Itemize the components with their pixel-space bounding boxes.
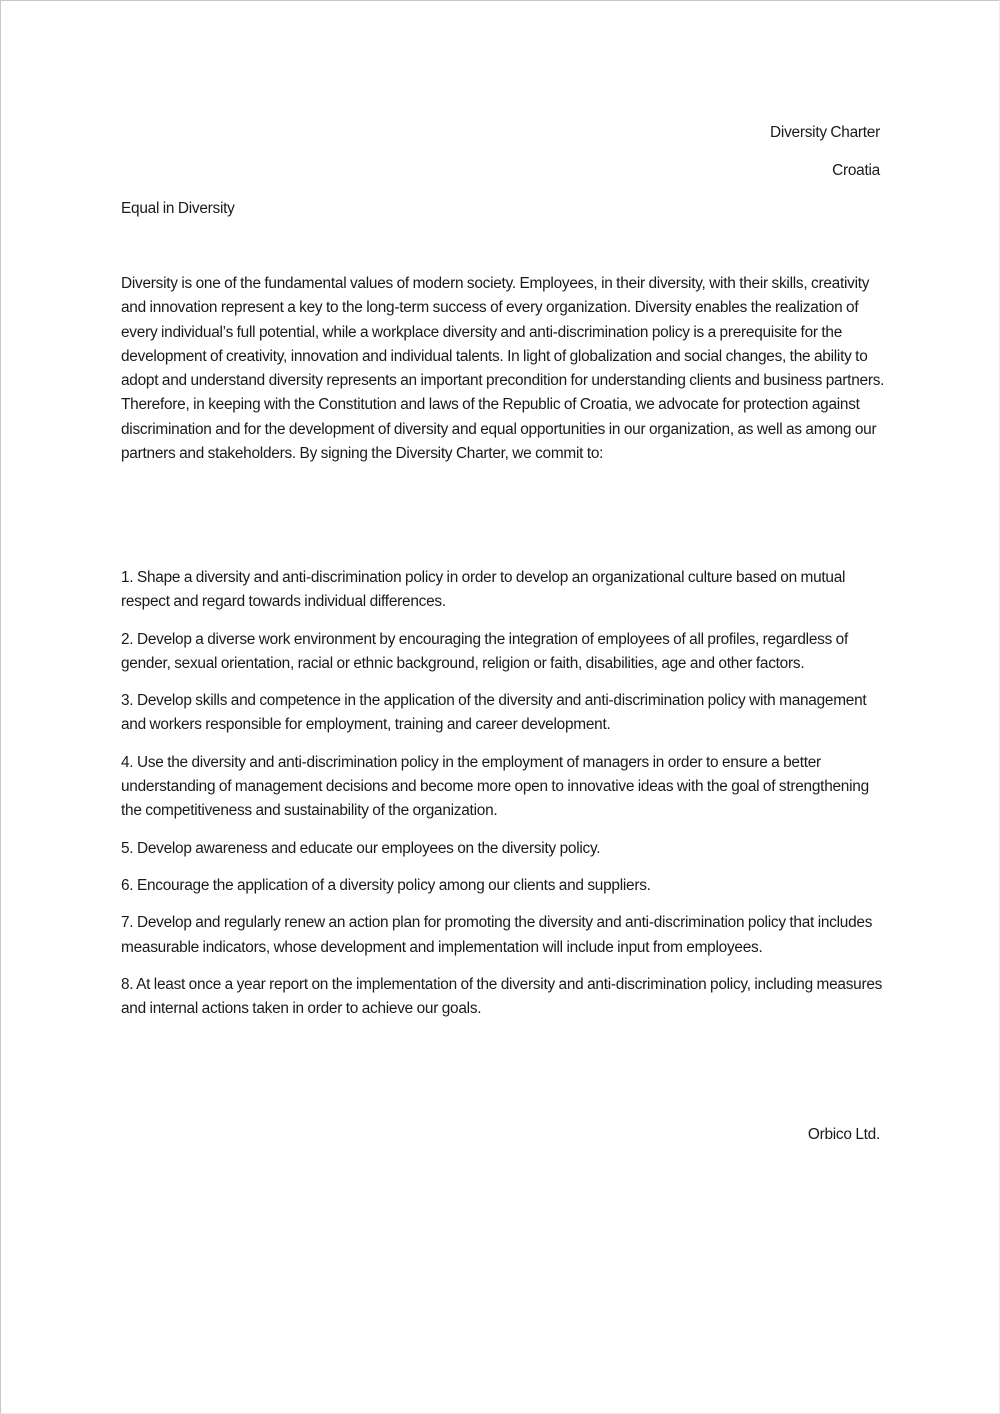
signatory: Orbico Ltd. [807,1126,880,1143]
commitment-item: 1. Shape a diversity and anti-discrimination policy in order to develop an organizational culture based on mutual respect and regard towards individual differences. [121,569,846,611]
commitment-item: 8. At least once a year report on the implementation of the diversity and anti-discrimination policy, including measures and internal actions taken in order to achieve our goals. [121,975,883,1018]
commitment-item: 7. Develop and regularly renew an action plan for promoting the diversity and anti-discrimination policy that includes measurable indicators, whose development and implementation will include input from employees. [121,914,873,956]
intro-paragraph: Diversity is one of the fundamental values of modern society. Employees, in their diversity, with their skills, creativity and innovation represent a key to the long-term success of every organization. Diversity enables the realization of every individual’s full potential, while a workplace diversity and anti-discrimination policy is a prerequisite for the development of creativity, innovation and individual talents. In light of globalization and social changes, the ability to adopt and understand diversity represents an important precondition for understanding clients and business partners. Therefore, in keeping with the Constitution and laws of the Republic of Croatia, we advocate for protection against discrimination and for the development of diversity and equal opportunities in our organization, as well as among our partners and stakeholders. By signing the Diversity Charter, we commit to: [121,275,885,463]
commitment-item: 6. Encourage the application of a diversity policy among our clients and suppliers. [121,876,651,894]
document-subtitle: Equal in Diversity [121,200,235,217]
commitment-item: 3. Develop skills and competence in the application of the diversity and anti-discrimination policy with management and workers responsible for employment, training and career development. [121,692,867,734]
document-title: Diversity Charter [770,124,880,141]
commitments-list [121,566,889,1034]
commitment-item: 5. Develop awareness and educate our employees on the diversity policy. [121,839,601,857]
commitment-item: 2. Develop a diverse work environment by encouraging the integration of employees of all profiles, regardless of gender, sexual orientation, racial or ethnic background, religion or faith, disabilities, age and other factors. [121,630,849,672]
document-country: Croatia [832,162,880,179]
commitment-item: 4. Use the diversity and anti-discrimination policy in the employment of managers in order to ensure a better understanding of management decisions and become more open to innovative ideas with the goal of strengthening the competitiveness and sustainability of the organization. [121,753,869,820]
